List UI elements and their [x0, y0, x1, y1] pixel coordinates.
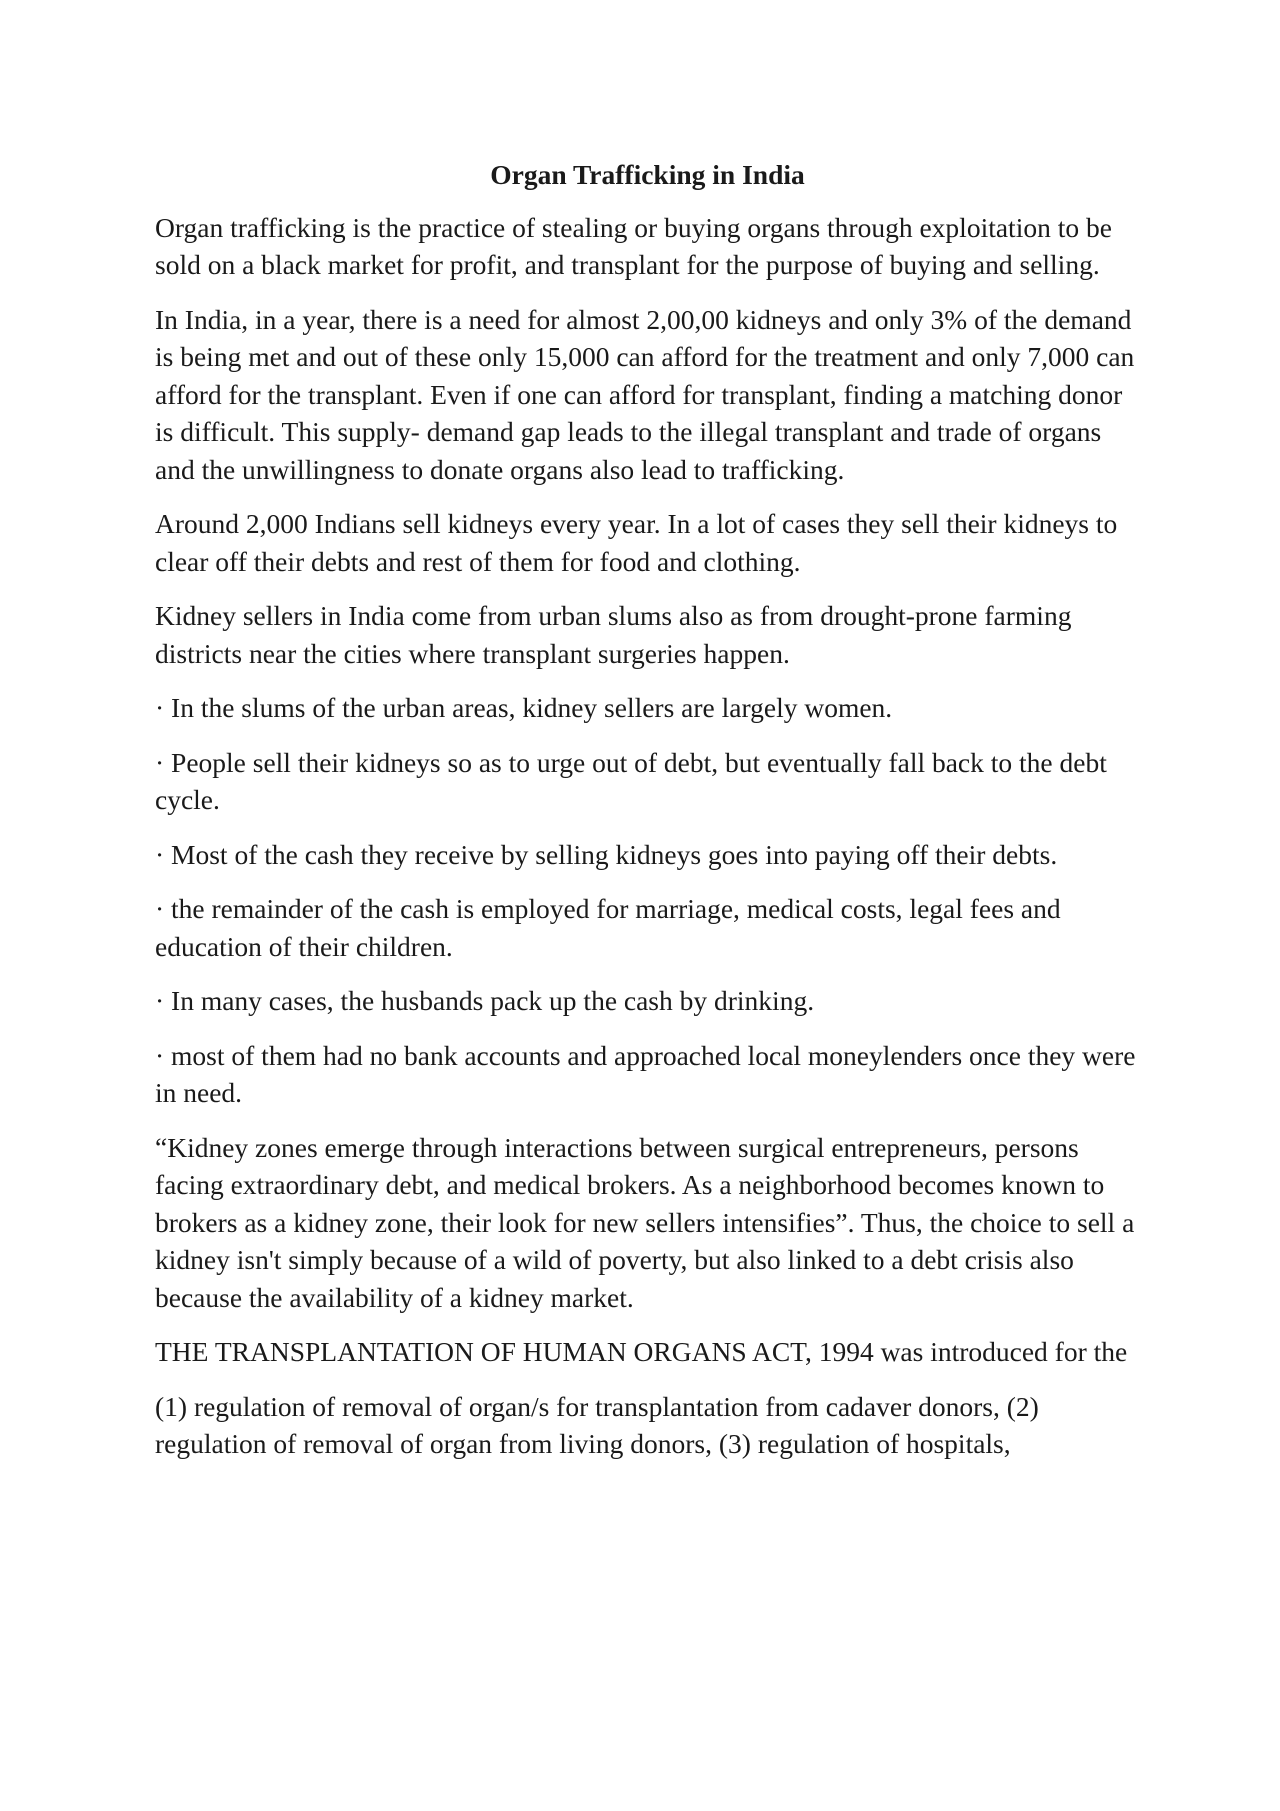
paragraph-kidney-sales: Around 2,000 Indians sell kidneys every year. In a lot of cases they sell their kidneys to clear off their debts and rest of them for food and clothing. — [155, 508, 1118, 577]
paragraph-seller-origins: Kidney sellers in India come from urban slums also as from drought-prone farming districts near the cities where transplant surgeries happen. — [155, 600, 1072, 669]
bullet-item: · In many cases, the husbands pack up the cash by drinking. — [155, 985, 815, 1016]
bullet-item: · People sell their kidneys so as to urge out of debt, but eventually fall back to the debt cycle. — [155, 746, 1107, 815]
paragraph-act-intro: THE TRANSPLANTATION OF HUMAN ORGANS ACT, 1994 was introduced for the — [155, 1336, 1128, 1367]
document-title: Organ Trafficking in India — [490, 159, 805, 190]
document-body — [155, 156, 1140, 1480]
bullet-item: · the remainder of the cash is employed for marriage, medical costs, legal fees and education of their children. — [155, 893, 1061, 962]
paragraph-act-regulations: (1) regulation of removal of organ/s for transplantation from cadaver donors, (2) regulation of removal of organ from living donors, (3) regulation of hospitals, — [155, 1390, 1039, 1459]
paragraph-demand-statistics: In India, in a year, there is a need for almost 2,00,00 kidneys and only 3% of the demand is being met and out of these only 15,000 can afford for the treatment and only 7,000 can afford for the transplant. Even if one can afford for transplant, finding a matching donor is difficult. This supply- demand gap leads to the illegal transplant and trade of organs and the unwillingness to donate organs also lead to trafficking. — [155, 303, 1135, 485]
bullet-item: · In the slums of the urban areas, kidney sellers are largely women. — [155, 692, 893, 723]
bullet-item: · most of them had no bank accounts and approached local moneylenders once they were in need. — [155, 1039, 1136, 1108]
bullet-item: · Most of the cash they receive by selling kidneys goes into paying off their debts. — [155, 838, 1058, 870]
paragraph-definition: Organ trafficking is the practice of stealing or buying organs through exploitation to be sold on a black market for profit, and transplant for the purpose of buying and selling. — [155, 211, 1112, 280]
paragraph-kidney-zones-quote: “Kidney zones emerge through interactions between surgical entrepreneurs, persons facing extraordinary debt, and medical brokers. As a neighborhood becomes known to brokers as a kidney zone, their look for new sellers intensifies”. Thus, the choice to sell a kidney isn't simply because of a wild of poverty, but also linked to a debt crisis also because the availability of a kidney market. — [155, 1131, 1135, 1313]
